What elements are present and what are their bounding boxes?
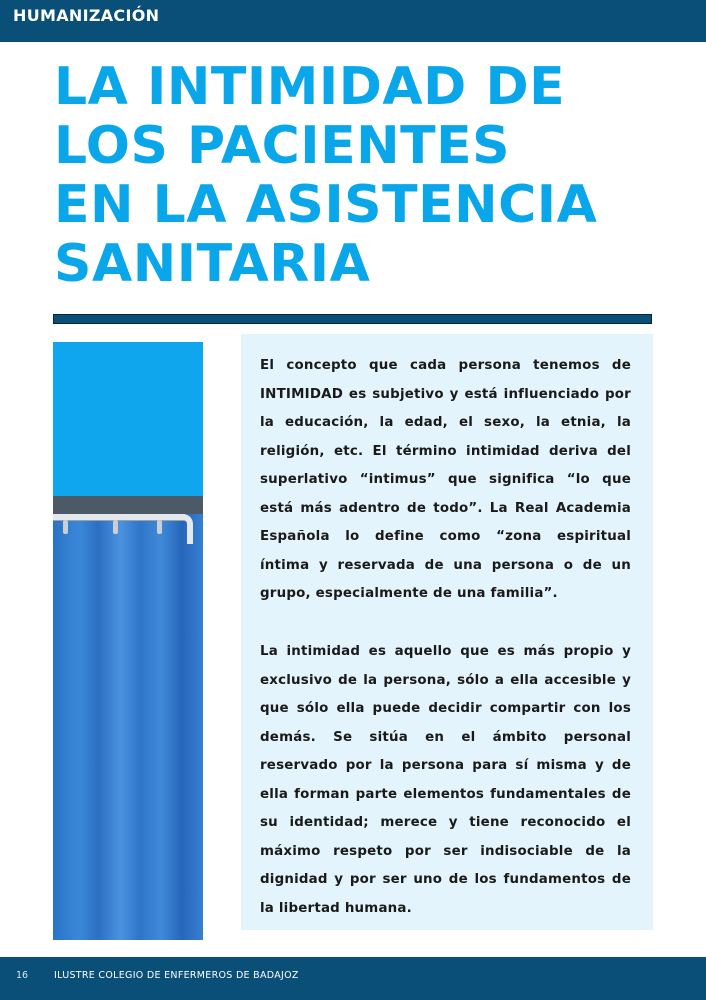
curtain-fabric (53, 496, 203, 940)
title-line: EN LA ASISTENCIA (54, 175, 598, 235)
hospital-curtain-photo (53, 342, 203, 940)
curtain-hook (113, 520, 118, 534)
title-line: SANITARIA (54, 234, 371, 294)
title-line: LOS PACIENTES (54, 116, 511, 176)
photo-blue-block (53, 342, 203, 496)
curtain-hook (63, 520, 68, 534)
curtain-rail-bend (179, 514, 193, 544)
article-title (54, 58, 674, 294)
title-divider (53, 314, 652, 324)
body-paragraph-1: El concepto que cada persona tenemos de INTIMIDAD es subjetivo y está influenciado por la educación, la edad, el sexo, la etnia, la religión, etc. El término intimidad deriva del superlativo “intimus” que significa “lo que está más adentro de todo”. La Real Academia Española lo define como “zona espiritual íntima y reservada de una persona o de un grupo, especialmente de una familia”. (260, 358, 631, 601)
ceiling-strip (53, 496, 203, 514)
section-label: HUMANIZACIÓN (13, 6, 160, 25)
curtain-rail (53, 514, 185, 521)
body-paragraph-2: La intimidad es aquello que es más propio y exclusivo de la persona, sólo a ella accesible y que sólo ella puede decidir compartir con los demás. Se sitúa en el ámbito personal reservado por la persona para sí misma y de ella forman parte elementos fundamentales de su identidad; merece y tiene reconocido el máximo respeto por ser indisociable de la dignidad y por ser uno de los fundamentos de la libertad humana. (260, 644, 631, 916)
curtain-hook (157, 520, 162, 534)
page-number: 16 (16, 970, 29, 981)
footer-publisher: ILUSTRE COLEGIO DE ENFERMEROS DE BADAJOZ (54, 970, 299, 981)
title-line: LA INTIMIDAD DE (54, 57, 566, 117)
